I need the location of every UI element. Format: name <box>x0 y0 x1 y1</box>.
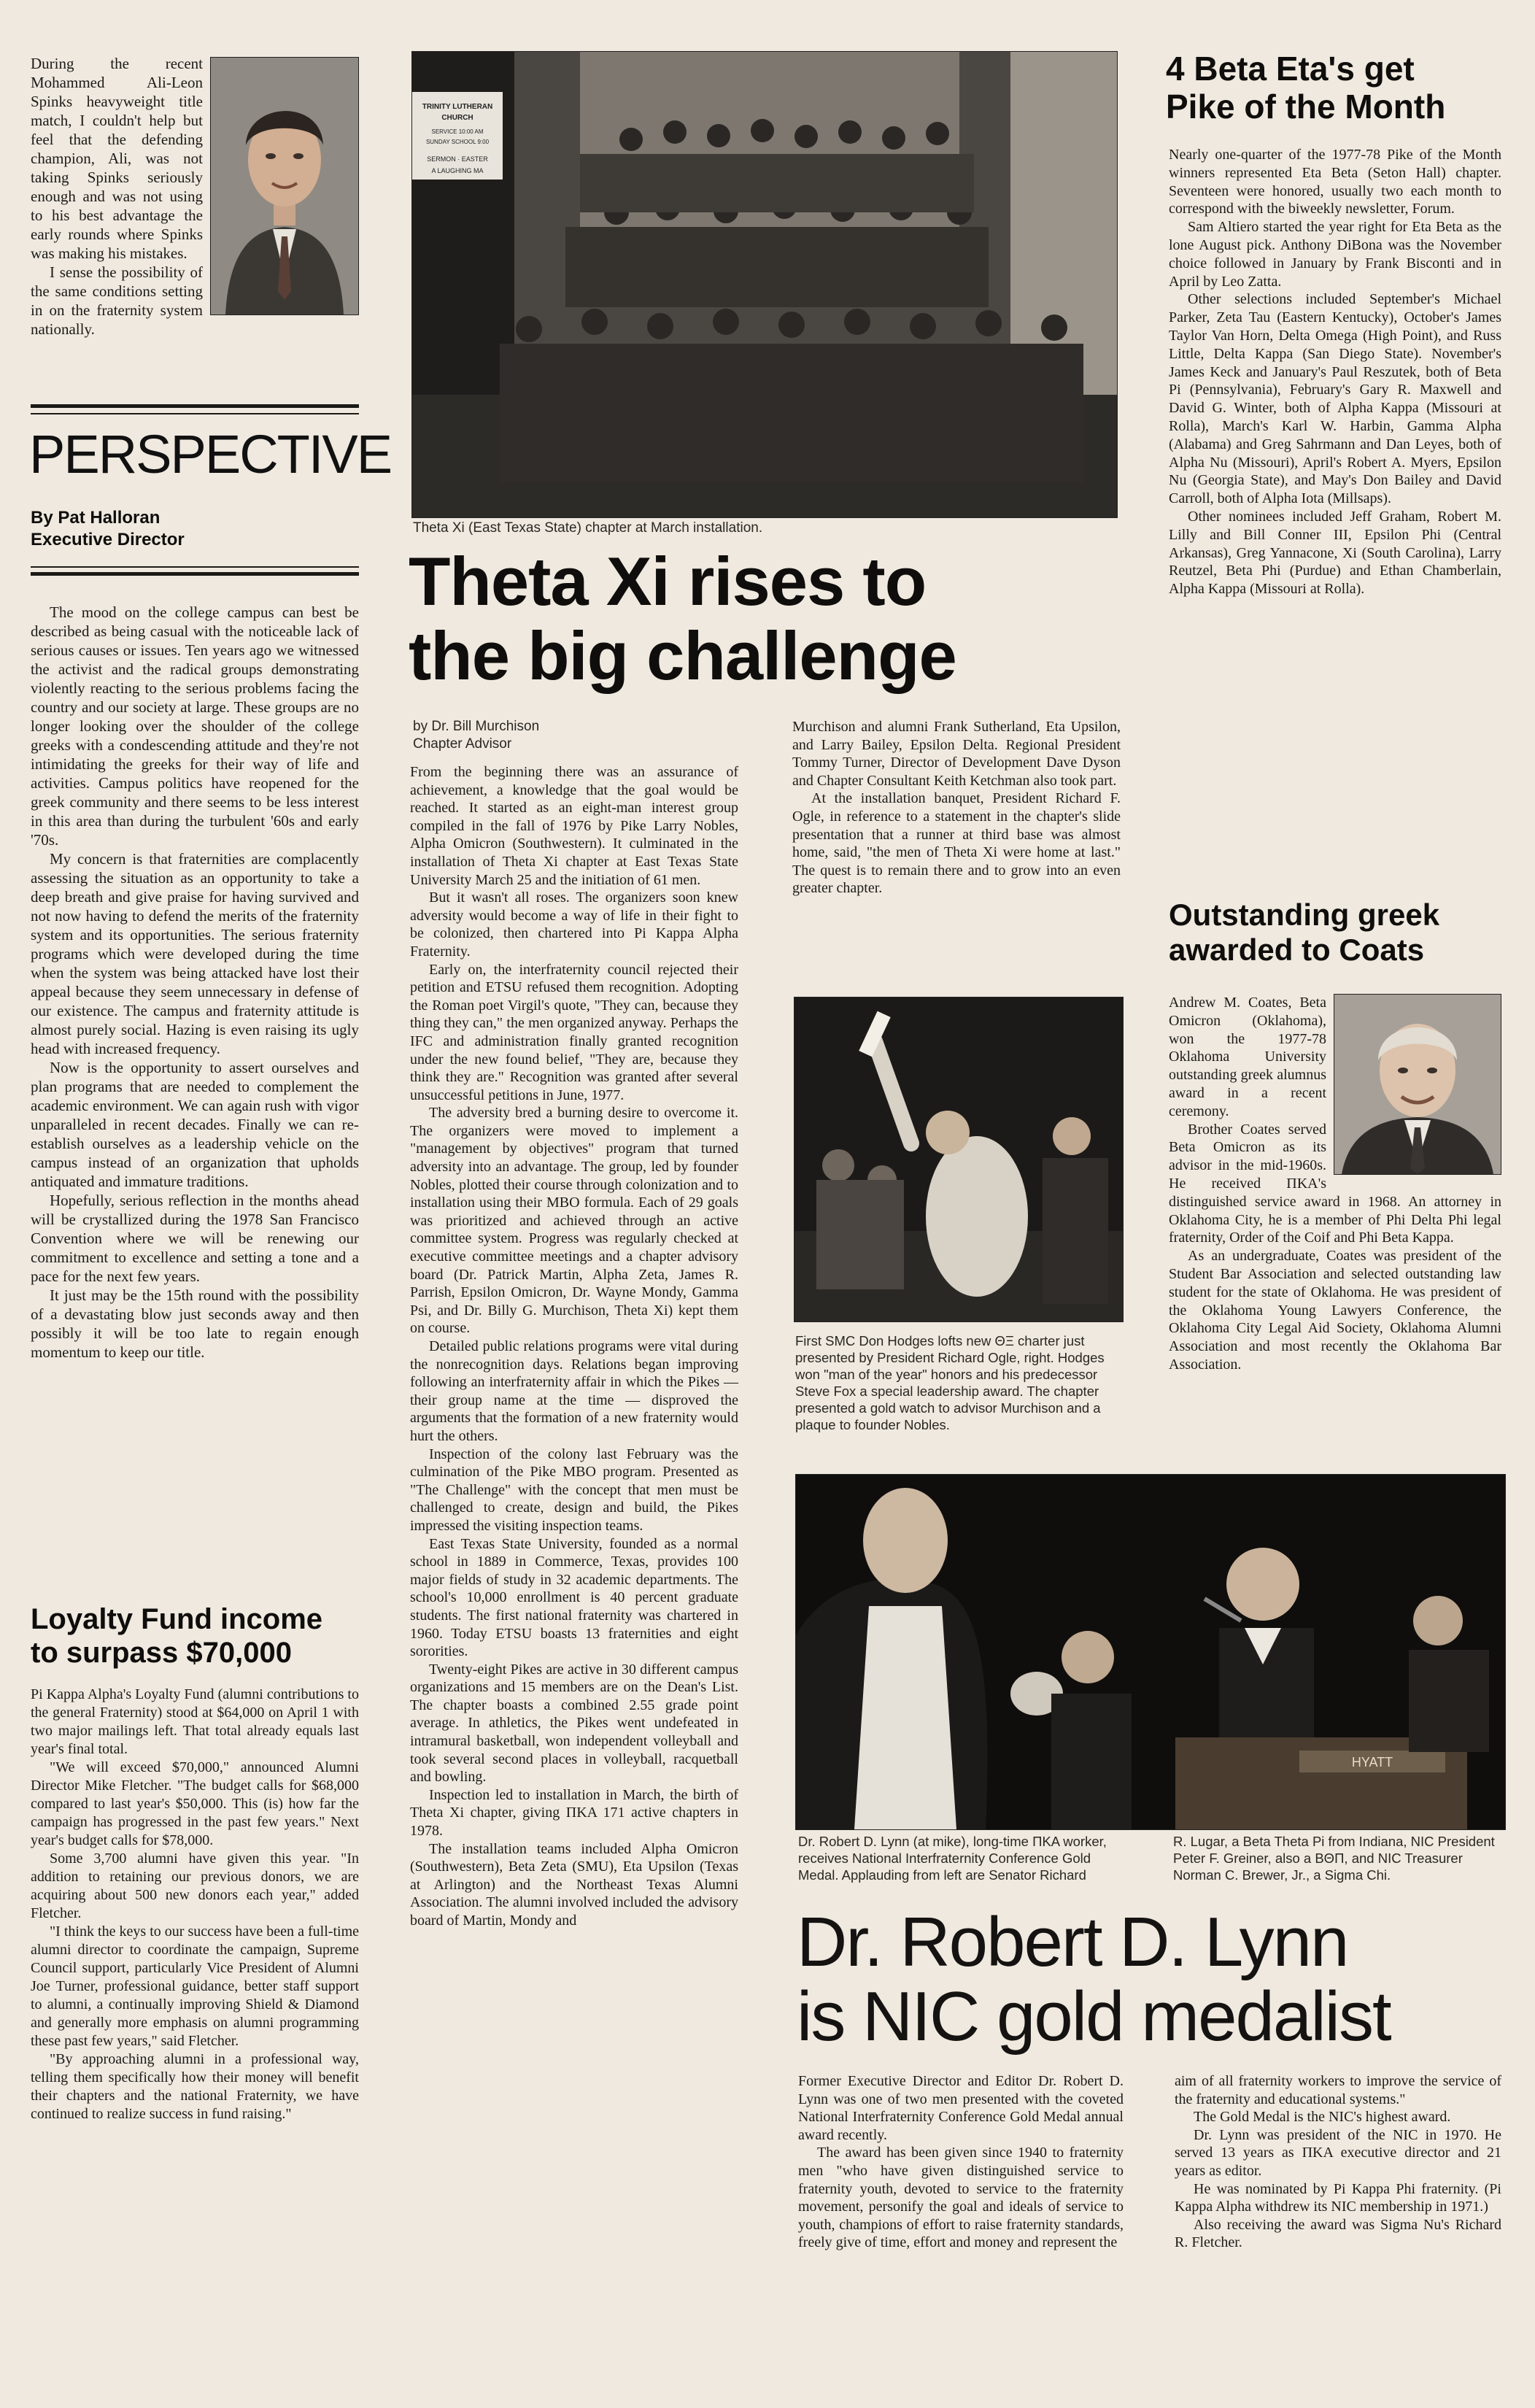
loyalty-paragraph: "I think the keys to our success have been a full-time alumni director to coordinate the campaign, Supreme Council support, particularly Vice President of Alumni Joe Turner, professional guidance, better staff support to alumni, a continually improving Shield & Diamond and generally more emphasis on alumni programming these past few years," said Fletcher. <box>31 1923 359 2049</box>
pike-headline-1: 4 Beta Eta's get <box>1166 50 1415 88</box>
halloran-portrait-photo <box>210 57 359 315</box>
loyalty-headline-1: Loyalty Fund income <box>31 1603 323 1635</box>
perspective-paragraph: The mood on the college campus can best be described as being casual with the noticeable lack of serious causes or issues. Ten years ago we witnessed the activist and the radical groups demonstrating violently reacting to the serious problems facing the country and our society at large. These groups are no longer looking over the shoulder of the college greeks with a condescending attitude and they're not intimidating the greeks for their way of life and activities. Campus politics have reopened for the greek community and there seems to be less interest in this area than during the turbulent '60s and early '70s. <box>31 603 359 849</box>
theta-xi-paragraph: East Texas State University, founded as a normal school in 1889 in Commerce, Texas, provides 100 major fields of study in 32 academic departments. The school's 10,000 enrollment is 40 percent graduate students. The first national fraternity was chartered in 1960. Today ETSU boasts 13 fraternities and eight sororities. <box>410 1535 738 1660</box>
perspective-top-rule <box>31 404 359 408</box>
theta-xi-headline-1: Theta Xi rises to <box>409 543 927 620</box>
pike-paragraph: Nearly one-quarter of the 1977-78 Pike of the Month winners represented Eta Beta (Seton Hall) chapter. Seventeen were honored, usually two each month to correspond with the biweekly newsletter, Forum. <box>1169 147 1501 217</box>
pike-body <box>1169 146 1501 598</box>
lynn-paragraph: The Gold Medal is the NIC's highest award. <box>1194 2109 1451 2126</box>
perspective-paragraph: Hopefully, serious reflection in the months ahead will be crystallized during the 1978 San Francisco Convention where we will be renewing our commitment to excellence and setting a tone and a pace for the next few years. <box>31 1192 359 1285</box>
lynn-body-col1 <box>798 2072 1124 2252</box>
perspective-paragraph: It just may be the 15th round with the possibility of a devastating blow just seconds away and then possibly it will be too late to regain enough momentum to keep our title. <box>31 1286 359 1361</box>
theta-xi-paragraph: Detailed public relations programs were vital during the nonrecognition days. Relations began improving following an interfraternity affair in which the Pikes — their group name at the time — disproved the arguments that the formation of a new fraternity would hurt the others. <box>410 1338 738 1444</box>
pike-paragraph: Other selections included September's Michael Parker, Zeta Tau (Eastern Kentucky), October's James Taylor Van Horn, Delta Omega (High Point), and Russ Little, Delta Kappa (San Diego State). November's James Keck and January's Paul Reszutek, both of Beta Pi (Pennsylvania), February's Gary R. Maxwell and David G. Winter, both of Alpha Kappa (Missouri at Rolla), March's Karl W. Harbin, Gamma Alpha (Alabama) and Greg Sahrmann and Dan Leyes, both of Alpha Nu (Missouri), April's Robert A. Myers, Epsilon Nu (Georgia State), and May's Don Bailey and David Carroll, both of Alpha Iota (Millsaps). <box>1169 291 1501 507</box>
lynn-body-col2 <box>1175 2072 1501 2252</box>
theta-xi-paragraph: But it wasn't all roses. The organizers soon knew adversity would become a way of life in their fight to be colonized, then chartered into Pi Kappa Alpha Fraternity. <box>410 890 738 960</box>
lynn-paragraph: Dr. Lynn was president of the NIC in 1970. He served 13 years as ΠKA executive director and 21 years as editor. <box>1175 2126 1501 2179</box>
theta-xi-body-col1 <box>410 763 738 1930</box>
lynn-paragraph: The award has been given since 1940 to fraternity men "who have given distinguished service to fraternity youth, devoted to service to the fraternity movement, personify the goal and ideals of service to youth, champions of effort to raise fraternity standards, freely give of time, effort and money and represent the <box>798 2145 1124 2251</box>
coats-paragraph: Andrew M. Coates, Beta Omicron (Oklahoma), won the 1977-78 Oklahoma University outstanding greek alumnus award in a recent ceremony. <box>1169 995 1326 1119</box>
pike-paragraph: Sam Altiero started the year right for Eta Beta as the lone August pick. Anthony DiBona was the November choice followed in January by Frank Bisconti and in April by Leo Zatta. <box>1169 219 1501 290</box>
perspective-intro-paragraph: I sense the possibility of the same conditions setting in on the fraternity system nationally. <box>31 263 203 338</box>
theta-xi-paragraph: At the installation banquet, President Richard F. Ogle, in reference to a statement in the chapter's slide presentation that a runner at third base was almost home, said, "the men of Theta Xi were home at last." The quest is to remain there and to grow into an even greater chapter. <box>792 790 1121 897</box>
theta-xi-paragraph: Inspection of the colony last February was the culmination of the Pike MBO program. Presented as "The Challenge" with the concept that men must be challenged to create, design and build, the Pikes impressed the visiting inspection teams. <box>410 1446 738 1534</box>
theta-xi-paragraph: Murchison and alumni Frank Sutherland, Eta Upsilon, and Larry Bailey, Epsilon Delta. Regional President Tommy Turner, Director of Development Dave Dyson and Chapter Consultant Keith Ketchman also took part. <box>792 719 1121 789</box>
lynn-paragraph: He was nominated by Pi Kappa Phi fraternity. (Pi Kappa Alpha withdrew its NIC membership in 1971.) <box>1175 2180 1501 2215</box>
perspective-top-rule-thin <box>31 413 359 414</box>
loyalty-paragraph: "We will exceed $70,000," announced Alumni Director Mike Fletcher. "The budget calls for $68,000 compared to last year's $50,000. This (is) how far the campaign has progressed in the past few years." Next year's budget calls for $78,000. <box>31 1759 359 1848</box>
coats-headline-1: Outstanding greek <box>1169 898 1440 932</box>
coats-portrait-photo <box>1334 994 1501 1175</box>
lynn-paragraph: Also receiving the award was Sigma Nu's Richard R. Fletcher. <box>1175 2216 1501 2251</box>
theta-xi-chapter-photo <box>411 51 1118 518</box>
sign-line: SERMON · EASTER <box>427 155 488 163</box>
perspective-byline: By Pat Halloran <box>31 508 161 528</box>
sign-line: SUNDAY SCHOOL 9:00 <box>425 139 490 145</box>
theta-xi-byline-role: Chapter Advisor <box>413 736 512 752</box>
loyalty-headline-2: to surpass $70,000 <box>31 1637 292 1669</box>
lynn-paragraph: Former Executive Director and Editor Dr. Robert D. Lynn was one of two men presented with the coveted National Interfraternity Conference Gold Medal annual award recently. <box>798 2073 1124 2143</box>
sign-line: CHURCH <box>441 114 473 122</box>
perspective-body <box>31 603 359 1362</box>
podium-sign: HYATT <box>1351 1755 1393 1770</box>
coats-paragraph: Brother Coates served Beta Omicron as its advisor in the mid-1960s. He received ΠKA's distinguished service award in 1968. An attorney in Oklahoma City, he is a member of Phi Delta Phi legal fraternity, Order of the Coif and Phi Beta Kappa. <box>1169 1121 1501 1246</box>
sign-line: TRINITY LUTHERAN <box>422 103 493 111</box>
perspective-title: PERSPECTIVE <box>29 424 392 485</box>
perspective-paragraph: Now is the opportunity to assert ourselves and plan programs that are needed to complement the academic environment. We can again rush with vigor unparalleled in recent decades. Finally we can re-establish ourselves as a leadership vehicle on the campus instead of an organization that upholds antiquated and immature traditions. <box>31 1059 359 1190</box>
perspective-paragraph: My concern is that fraternities are complacently assessing the situation as an opportunity to take a deep breath and give praise for having survived and not now having to defend the merits of the fraternity system and its opportunities. The serious fraternity programs which were developed during the time when the system was being attacked have lost their appeal because they seem unnecessary in defense of our existence. The campus and fraternity attitude is almost purely social. Hazing is even raising its ugly head with increased frequency. <box>31 850 359 1057</box>
theta-xi-paragraph: Twenty-eight Pikes are active in 30 different campus organizations and 15 members are on the Dean's List. The chapter boasts a combined 2.55 grade point average. In athletics, the Pikes went undefeated in intramural basketball, won independent volleyball and took several second places in volleyball, racquetball and bowling. <box>410 1661 738 1786</box>
pike-headline-2: Pike of the Month <box>1166 88 1446 126</box>
loyalty-paragraph: Some 3,700 alumni have given this year. "In addition to retaining our previous donors, we are acquiring about 500 new donors each year," added Fletcher. <box>31 1851 359 1921</box>
coats-body <box>1169 994 1501 1374</box>
lynn-headline-1: Dr. Robert D. Lynn <box>797 1903 1348 1981</box>
nic-gold-medal-photo <box>795 1474 1506 1830</box>
sign-line: A LAUGHING MA <box>431 167 484 174</box>
theta-xi-paragraph: From the beginning there was an assurance of achievement, a knowledge that the goal would be reached. It started as an eight-man interest group compiled in the fall of 1976 by Pike Larry Nobles, Alpha Omicron (Southwestern). It culminated in the installation of Theta Xi chapter at East Texas State University March 25 and the initiation of 61 men. <box>410 764 738 888</box>
lynn-paragraph: aim of all fraternity workers to improve the service of the fraternity and educational systems." <box>1175 2073 1501 2107</box>
installation-banquet-photo <box>794 997 1124 1322</box>
theta-xi-body-col2 <box>792 718 1121 898</box>
installation-banquet-caption: First SMC Don Hodges lofts new ΘΞ charter just presented by President Richard Ogle, right. Hodges won "man of the year" honors and his predecessor Steve Fox a special leadership award. The chapter presented a gold watch to advisor Murchison and a plaque to founder Nobles. <box>795 1333 1105 1432</box>
theta-xi-photo-caption: Theta Xi (East Texas State) chapter at March installation. <box>413 520 763 536</box>
theta-xi-paragraph: The installation teams included Alpha Omicron (Southwestern), Beta Zeta (SMU), Eta Upsilon (Texas at Arlington) and the Northeast Texas Alumni Association. The alumni involved included the advisory board of Martin, Mondy and <box>410 1840 738 1929</box>
perspective-bottom-rule-thick <box>31 572 359 576</box>
perspective-role: Executive Director <box>31 530 185 549</box>
theta-xi-paragraph: The adversity bred a burning desire to overcome it. The organizers were moved to implement a "management by objectives" program that turned adversity into an advantage. The group, led by founder Nobles, plotted their course through colonization and to installation using their MBO formula. Each of 29 goals was prioritized and achieved through an active committee system. Progress was regularly checked at executive committee meetings and a chapter advisory board (Dr. Patrick Martin, Alpha Zeta, James R. Parrish, Epsilon Omicron, Dr. Wayne Mondy, Gamma Psi, and Dr. Billy G. Murchison, Theta Xi) kept them on course. <box>410 1105 738 1337</box>
perspective-intro-paragraph: During the recent Mohammed Ali-Leon Spinks heavyweight title match, I couldn't help but feel that the defending champion, Ali, was not taking Spinks seriously enough and was not using to his best advantage the early rounds where Spinks was making his mistakes. <box>31 55 203 262</box>
sign-line: SERVICE 10:00 AM <box>431 128 484 135</box>
theta-xi-paragraph: Early on, the interfraternity council rejected their petition and ETSU refused them recognition. Adopting the Roman poet Virgil's quote, "They can, because they thing they can," the men organized anyway. Perhaps the IFC and administration finally granted recognition under the new found belief, "They are, because they think they are." Recognition was granted after several unsuccessful petitions in June, 1977. <box>410 961 738 1103</box>
loyalty-paragraph: Pi Kappa Alpha's Loyalty Fund (alumni contributions to the general Fraternity) stood at $64,000 on April 1 with two major mailings left. That total already equals last year's final total. <box>31 1686 359 1757</box>
loyalty-paragraph: "By approaching alumni in a professional way, telling them specifically how their money will benefit their chapters and the national Fraternity, we have continued to realize success in fund raising." <box>31 2051 359 2122</box>
pike-paragraph: Other nominees included Jeff Graham, Robert M. Lilly and Bill Conner III, Epsilon Phi (Central Arkansas), Greg Yannacone, Xi (South Carolina), Larry Reutzel, Beta Phi (Purdue) and Ethan Chamberlain, Alpha Kappa (Missouri at Rolla). <box>1169 508 1501 598</box>
coats-paragraph: As an undergraduate, Coates was president of the Student Bar Association and selected outstanding law student for the state of Oklahoma. He was president of the Oklahoma Young Lawyers Conference, the Oklahoma City Legal Aid Society, Oklahoma Alumni Association and most recently the Oklahoma Bar Association. <box>1169 1248 1501 1373</box>
nic-photo-caption-right: R. Lugar, a Beta Theta Pi from Indiana, NIC President Peter F. Greiner, also a BΘΠ, and NIC Treasurer Norman C. Brewer, Jr., a Sigma Chi. <box>1173 1834 1495 1883</box>
theta-xi-byline: by Dr. Bill Murchison <box>413 719 540 734</box>
coats-headline-2: awarded to Coats <box>1169 933 1425 967</box>
theta-xi-paragraph: Inspection led to installation in March, the birth of Theta Xi chapter, giving ΠKA 171 active chapters in 1978. <box>410 1786 738 1840</box>
loyalty-body <box>31 1686 359 2123</box>
lynn-headline-2: is NIC gold medalist <box>797 1977 1391 2056</box>
theta-xi-headline-2: the big challenge <box>409 617 956 694</box>
nic-photo-caption-left: Dr. Robert D. Lynn (at mike), long-time ΠKA worker, receives National Interfraternity Conference Gold Medal. Applauding from left are Senator Richard <box>798 1834 1107 1883</box>
perspective-intro <box>31 54 359 339</box>
perspective-bottom-rule <box>31 566 359 568</box>
